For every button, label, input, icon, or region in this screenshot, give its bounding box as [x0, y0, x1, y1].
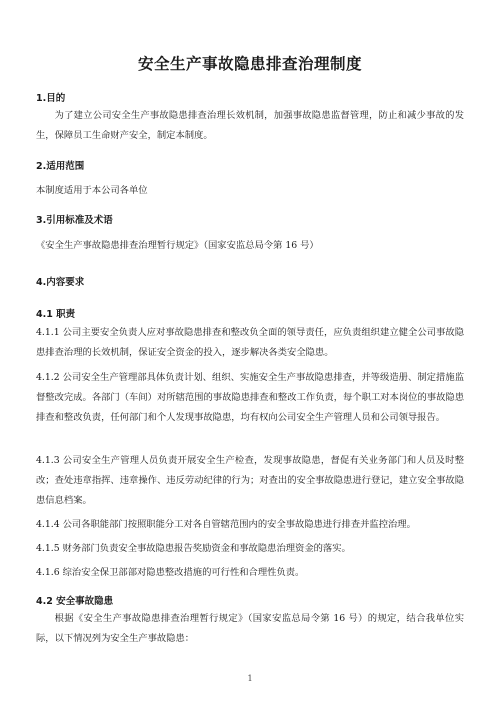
section-1-heading: 1.目的 — [36, 93, 66, 104]
section-4-2-heading: 4.2 安全事故隐患 — [36, 596, 114, 607]
paragraph-4-1-5: 4.1.5 财务部门负责安全事故隐患报告奖励资金和事故隐患治理资金的落实。 — [36, 543, 351, 554]
section-3-text: 《安全生产事故隐患排查治理暂行规定》（国家安监总局令第 16 号） — [36, 240, 319, 251]
paragraph-4-2: 根据《安全生产事故隐患排查治理暂行规定》（国家安监总局令第 16 号）的规定，结合我单位实际，以下情况列为安全生产事故隐患： — [36, 613, 464, 644]
paragraph-4-1-6: 4.1.6 综治安全保卫部部对隐患整改措施的可行性和合理性负责。 — [36, 567, 305, 578]
paragraph-4-1-3: 4.1.3 公司安全生产管理人员负责开展安全生产检查，发现事故隐患，督促有关业务部门和人员及时整改；查处违章指挥、违章操作、违反劳动纪律的行为；对查出的安全事故隐患进行登记，建立安全事故隐患信息档案。 — [36, 455, 464, 506]
page-number: 1 — [247, 674, 253, 683]
paragraph-4-1-1: 4.1.1 公司主要安全负责人应对事故隐患排查和整改负全面的领导责任，应负责组织建立健全公司事故隐患排查治理的长效机制，保证安全资金的投入，逐步解决各类安全隐患。 — [36, 327, 464, 358]
section-4-1-heading: 4.1 职责 — [36, 309, 76, 320]
paragraph-4-1-4: 4.1.4 公司各职能部门按照职能分工对各自管辖范围内的安全事故隐患进行排查并监控治理。 — [36, 519, 416, 530]
section-4-heading: 4.内容要求 — [36, 277, 85, 288]
section-3-heading: 3.引用标准及术语 — [36, 215, 113, 226]
section-2-heading: 2.适用范围 — [36, 161, 85, 172]
section-2-text: 本制度适用于本公司各单位 — [36, 185, 148, 196]
paragraph-4-1-2: 4.1.2 公司安全生产管理部具体负责计划、组织、实施安全生产事故隐患排查，并等级造册、制定措施监督整改完成。各部门（车间）对所辖范围的事故隐患排查和整改工作负责，每个职工对本岗位的事故隐患排查和整改负责，任何部门和个人发现事故隐患，均有权向公司安全生产管理人员和公司领导报告。 — [36, 372, 464, 423]
section-1-text: 为了建立公司安全生产事故隐患排查治理长效机制，加强事故隐患监督管理，防止和减少事故的发生，保障员工生命财产安全，制定本制度。 — [36, 110, 464, 141]
document-title: 安全生产事故隐患排查治理制度 — [137, 55, 362, 73]
